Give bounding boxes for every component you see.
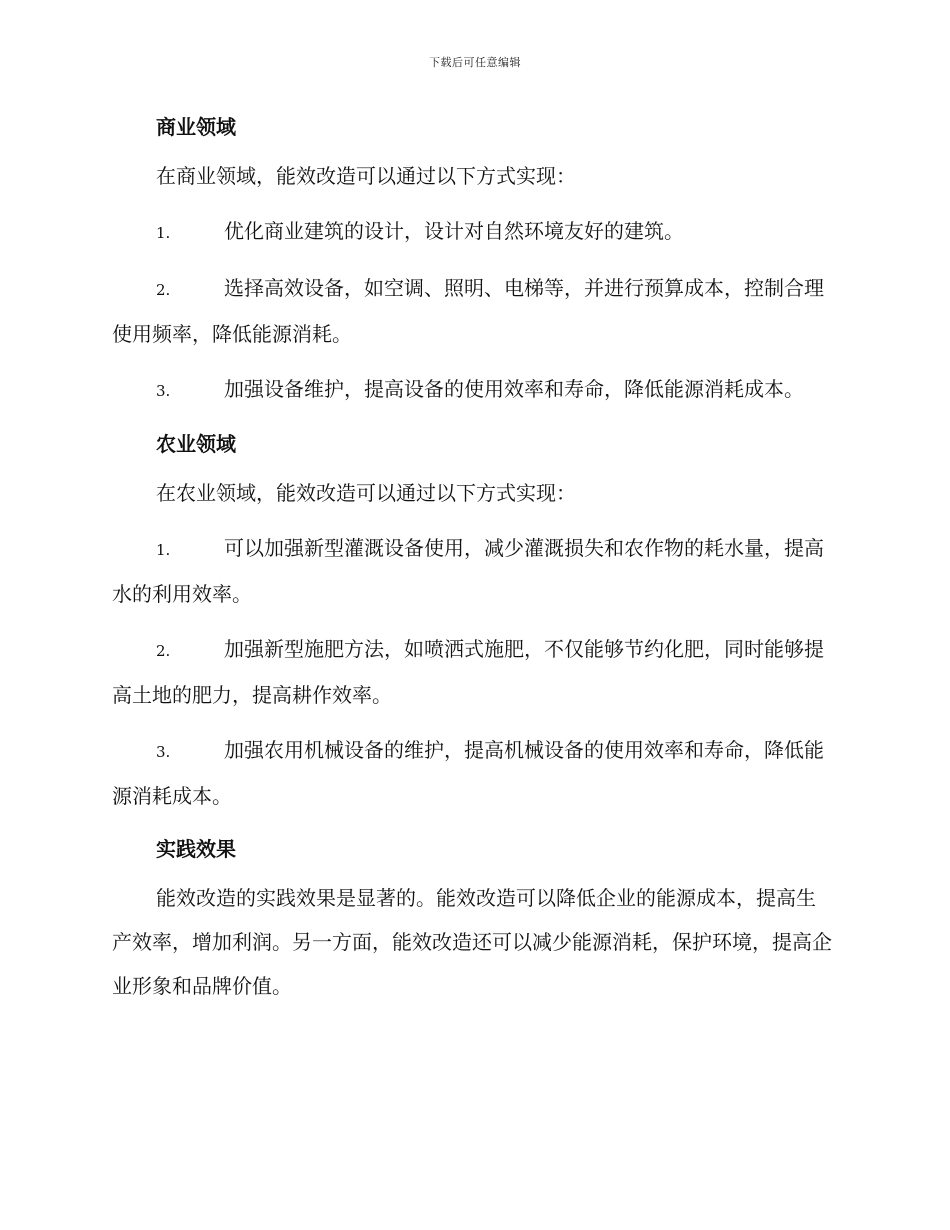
list-item-text: 可以加强新型灌溉设备使用，减少灌溉损失和农作物的耗水量，提高水的利用效率。 (112, 536, 824, 606)
section-heading-results: 实践效果 (156, 837, 236, 861)
list-item (112, 209, 832, 255)
document-body (112, 110, 832, 1008)
list-item-number: 1. (156, 224, 171, 242)
page-header: 下载后可任意编辑 (429, 56, 521, 69)
section-heading-commercial: 商业领域 (156, 115, 236, 139)
section-heading-agriculture: 农业领域 (156, 432, 236, 456)
list-item-text: 加强设备维护，提高设备的使用效率和寿命，降低能源消耗成本。 (224, 377, 804, 401)
list-item-text: 加强新型施肥方法，如喷洒式施肥，不仅能够节约化肥，同时能够提高土地的肥力，提高耕作效率。 (112, 637, 824, 707)
section-body-results: 能效改造的实践效果是显著的。能效改造可以降低企业的能源成本，提高生产效率，增加利润。另一方面，能效改造还可以减少能源消耗，保护环境，提高企业形象和品牌价值。 (112, 886, 832, 998)
list-item (112, 266, 832, 356)
list-item-number: 1. (156, 541, 171, 559)
section-intro-agriculture: 在农业领域，能效改造可以通过以下方式实现： (156, 481, 576, 505)
section-intro-commercial: 在商业领域，能效改造可以通过以下方式实现： (156, 164, 576, 188)
list-item-text: 优化商业建筑的设计，设计对自然环境友好的建筑。 (224, 219, 684, 243)
list-item-number: 2. (156, 642, 171, 660)
list-item-text: 选择高效设备，如空调、照明、电梯等，并进行预算成本，控制合理使用频率，降低能源消耗。 (112, 276, 824, 346)
list-item-number: 3. (156, 382, 171, 400)
list-item (112, 526, 832, 616)
list-item (112, 367, 832, 413)
list-item (112, 728, 832, 818)
list-item-number: 2. (156, 281, 171, 299)
list-item-text: 加强农用机械设备的维护，提高机械设备的使用效率和寿命，降低能源消耗成本。 (112, 738, 824, 808)
list-item-number: 3. (156, 743, 171, 761)
list-item (112, 627, 832, 717)
